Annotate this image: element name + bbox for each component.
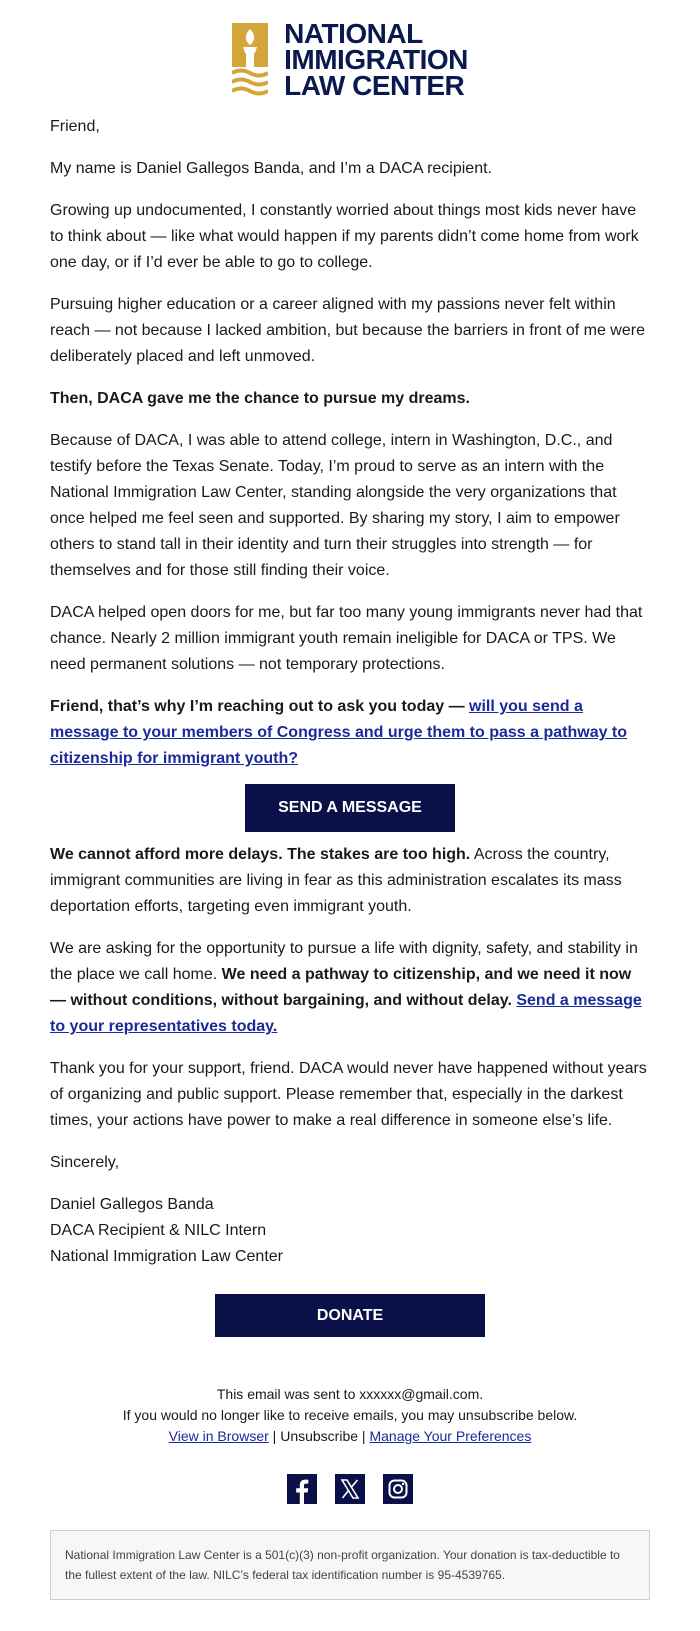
social-links	[0, 1474, 700, 1504]
unsubscribe-link[interactable]: Unsubscribe	[280, 1428, 359, 1444]
paragraph-pathway	[50, 936, 650, 1040]
signature-name: Daniel Gallegos Banda	[50, 1196, 214, 1213]
closing: Sincerely,	[50, 1154, 120, 1171]
pathway-bold-text: We need a pathway to citizenship, and we need it now — without conditions, without bargaining, and without delay.	[50, 966, 632, 1009]
footer-separator: |	[268, 1428, 281, 1444]
legal-disclaimer: National Immigration Law Center is a 501(c)(3) non-profit organization. Your donation is tax-deductible to the fullest extent of the law. NILC’s federal tax identification number is 95-4539765.	[50, 1530, 650, 1600]
paragraph-stakes	[50, 842, 650, 920]
stakes-text: Across the country, immigrant communities are living in fear as this administration escalates its mass deportation efforts, targeting even immigrant youth.	[50, 846, 622, 915]
x-icon[interactable]	[335, 1474, 365, 1504]
logo-line-3: LAW CENTER	[284, 70, 465, 101]
sent-to-text: This email was sent to xxxxxx@gmail.com.	[216, 1386, 484, 1402]
donate-button[interactable]: DONATE	[215, 1294, 485, 1337]
stakes-bold-text: We cannot afford more delays. The stakes are too high.	[50, 846, 471, 863]
view-in-browser-link[interactable]: View in Browser	[168, 1428, 269, 1444]
paragraph-barriers: Pursuing higher education or a career aligned with my passions never felt within reach — not because I lacked ambition, but because the barriers in front of me were deliberately placed and left unmoved.	[50, 296, 645, 365]
paragraph-growing-up: Growing up undocumented, I constantly worried about things most kids never have to think about — like what would happen if my parents didn’t come home from work one day, or if I’d ever be able to go to college.	[50, 202, 639, 271]
greeting: Friend,	[50, 118, 100, 135]
torch-icon	[232, 23, 268, 98]
representatives-link[interactable]: Send a message to your representatives today.	[50, 992, 642, 1035]
ask-bold-text: Friend, that’s why I’m reaching out to ask you today —	[50, 698, 470, 715]
signature-title: DACA Recipient & NILC Intern	[50, 1222, 267, 1239]
letter-content	[0, 114, 700, 1337]
pathway-text: We are asking for the opportunity to pursue a life with dignity, safety, and stability in the place we call home.	[50, 940, 638, 983]
footer-separator: |	[358, 1428, 370, 1444]
instagram-icon[interactable]	[383, 1474, 413, 1504]
send-message-button[interactable]: SEND A MESSAGE	[245, 784, 455, 832]
footer-links	[0, 1426, 700, 1447]
paragraph-story: Because of DACA, I was able to attend college, intern in Washington, D.C., and testify before the Texas Senate. Today, I’m proud to serve as an intern with the National Immigration Law Center, standing alongside the very organizations that once helped me feel seen and supported. By sharing my story, I aim to empower others to stand tall in their identity and turn their struggles into strength — for themselves and for those still finding their voice.	[50, 432, 620, 579]
manage-preferences-link[interactable]: Manage Your Preferences	[369, 1428, 532, 1444]
paragraph-ask	[50, 694, 650, 772]
logo-line-1: NATIONAL	[284, 18, 423, 49]
paragraph-daca-chance: Then, DACA gave me the chance to pursue my dreams.	[50, 390, 470, 407]
unsubscribe-note: If you would no longer like to receive emails, you may unsubscribe below.	[122, 1407, 578, 1423]
email-footer	[0, 1384, 700, 1504]
paragraph-thanks: Thank you for your support, friend. DACA would never have happened without years of organizing and public support. Please remember that, especially in the darkest times, your actions have power to make a real difference in someone else’s life.	[50, 1060, 647, 1129]
signature	[50, 1192, 650, 1270]
send-message-link[interactable]: will you send a message to your members of Congress and urge them to pass a pathway to citizenship for immigrant youth?	[50, 698, 628, 767]
header-logo[interactable]	[0, 0, 700, 100]
logo-wordmark	[284, 18, 468, 101]
logo-line-2: IMMIGRATION	[284, 44, 468, 75]
paragraph-intro: My name is Daniel Gallegos Banda, and I’m a DACA recipient.	[50, 160, 492, 177]
facebook-icon[interactable]	[287, 1474, 317, 1504]
signature-org: National Immigration Law Center	[50, 1248, 283, 1265]
paragraph-need: DACA helped open doors for me, but far too many young immigrants never had that chance. Nearly 2 million immigrant youth remain ineligible for DACA or TPS. We need permanent solutions — not temporary protections.	[50, 604, 643, 673]
